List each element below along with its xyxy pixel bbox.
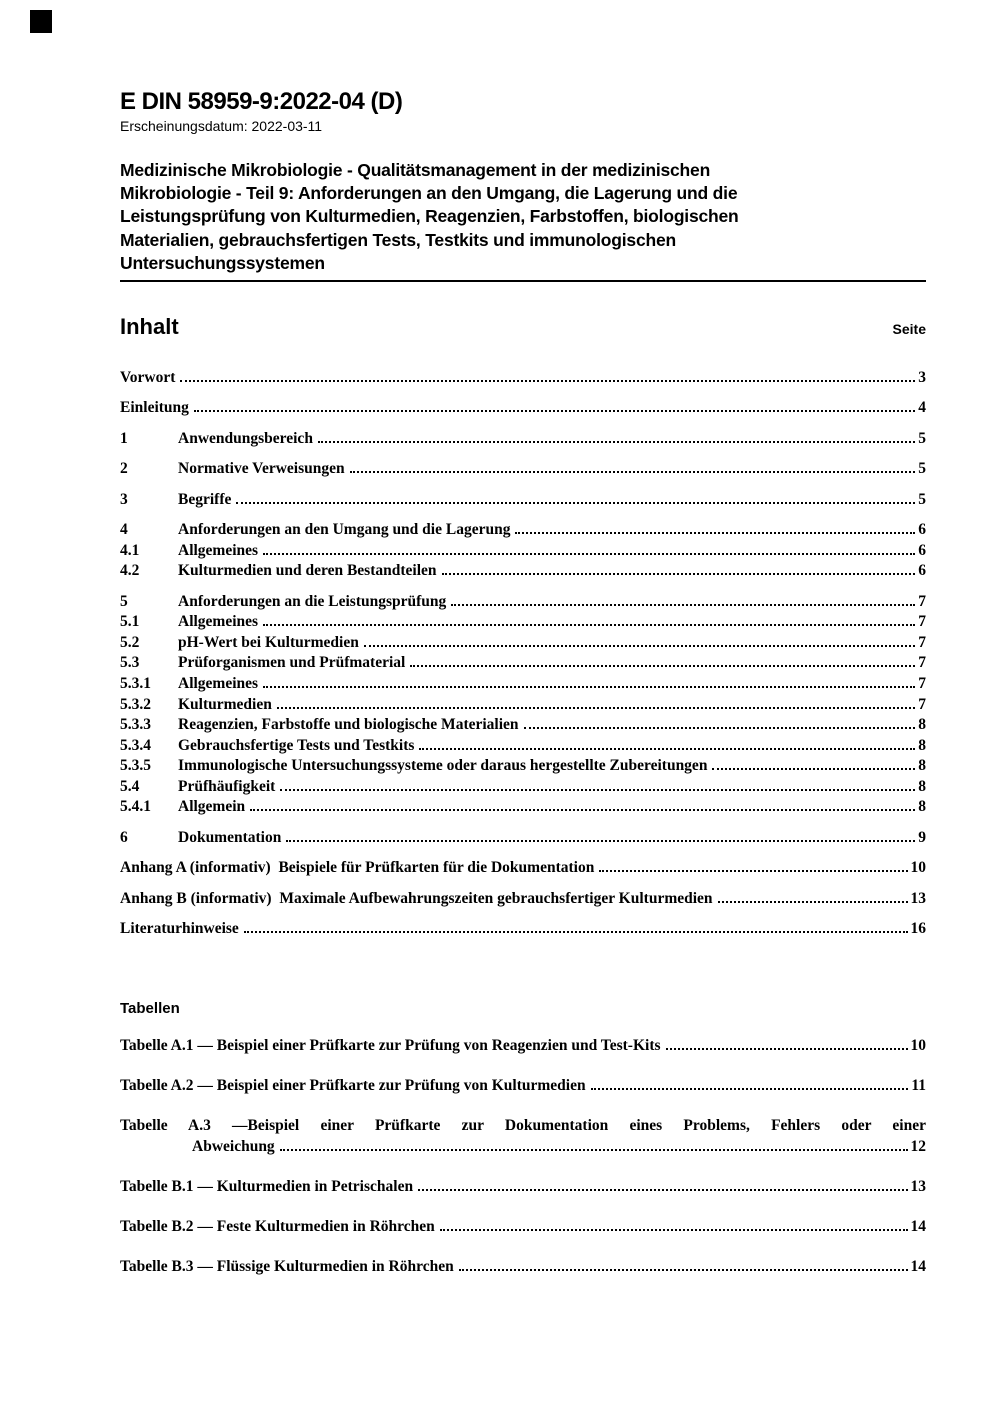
- toc-entry-label: Anhang A (informativ) Beispiele für Prüfkarten für die Dokumentation: [120, 859, 595, 877]
- dot-leader: [364, 645, 915, 647]
- dot-leader: [418, 1189, 907, 1191]
- contents-header: [120, 314, 926, 340]
- toc-entry-label: Kulturmedien und deren Bestandteilen: [178, 562, 437, 580]
- document-title-line: Untersuchungssystemen: [120, 252, 325, 273]
- toc-entry-number: 5.3.2: [120, 695, 151, 713]
- toc-entry-number: 4.1: [120, 541, 140, 559]
- table-entry-b3: [120, 1257, 926, 1278]
- toc-entry-page: 5: [918, 429, 926, 447]
- toc-entry-anhang-a: [120, 858, 926, 879]
- dot-leader: [280, 789, 915, 791]
- document-title: [120, 159, 926, 275]
- document-title-line: Medizinische Mikrobiologie - Qualitätsmanagement in der medizinischen: [120, 160, 711, 180]
- toc-entry-page: 8: [918, 716, 926, 734]
- toc-entry-5-1: [120, 612, 926, 633]
- toc-entry-number: 4: [120, 520, 128, 538]
- toc-entry-page: 4: [918, 399, 926, 417]
- toc-entry-page: 7: [918, 633, 926, 651]
- table-of-contents: [120, 368, 926, 940]
- dot-leader: [280, 1149, 908, 1151]
- toc-entry-5-2: [120, 633, 926, 654]
- table-entry-label: Tabelle A.1 — Beispiel einer Prüfkarte zur Prüfung von Reagenzien und Test-Kits: [120, 1037, 661, 1055]
- toc-entry-5-3-3: [120, 715, 926, 736]
- table-entry-label: Tabelle A.2 — Beispiel einer Prüfkarte zur Prüfung von Kulturmedien: [120, 1077, 586, 1095]
- dot-leader: [666, 1048, 908, 1050]
- toc-entry-number: 5.3.1: [120, 674, 151, 692]
- dot-leader: [286, 840, 915, 842]
- document-number: E DIN 58959-9:2022-04 (D): [120, 88, 403, 115]
- tables-section-heading: Tabellen: [120, 999, 180, 1017]
- toc-entry-number: 5.3.3: [120, 716, 151, 734]
- toc-entry-number: 6: [120, 828, 128, 846]
- table-entry-label-line1: Tabelle A.3 —Beispiel einer Prüfkarte zur Dokumentation eines Problems, Fehlers oder einer: [120, 1117, 926, 1134]
- table-entry-line2: [120, 1137, 926, 1158]
- toc-entry-6: [120, 828, 926, 849]
- table-entry-page: 11: [911, 1077, 926, 1095]
- toc-entry-5: [120, 592, 926, 613]
- toc-entry-number: 5.4.1: [120, 798, 151, 816]
- contents-heading: Inhalt: [120, 314, 179, 340]
- toc-entry-number: 5.2: [120, 633, 140, 651]
- table-entry-page: 10: [910, 1037, 926, 1055]
- toc-entry-4-2: [120, 561, 926, 582]
- dot-leader: [440, 1229, 908, 1231]
- toc-entry-5-4-1: [120, 797, 926, 818]
- toc-entry-page: 5: [918, 490, 926, 508]
- dot-leader: [263, 553, 915, 555]
- dot-leader: [591, 1088, 909, 1090]
- toc-entry-vorwort: [120, 368, 926, 389]
- dot-leader: [459, 1269, 908, 1271]
- toc-entry-label: pH-Wert bei Kulturmedien: [178, 633, 359, 651]
- toc-entry-3: [120, 490, 926, 511]
- toc-entry-5-3-2: [120, 695, 926, 716]
- toc-entry-page: 7: [918, 592, 926, 610]
- toc-entry-page: 8: [918, 757, 926, 775]
- dot-leader: [318, 441, 915, 443]
- toc-entry-5-3-4: [120, 736, 926, 757]
- table-entry-page: 13: [910, 1177, 926, 1195]
- toc-entry-page: 7: [918, 674, 926, 692]
- table-entry-page: 14: [910, 1257, 926, 1275]
- toc-entry-label: Allgemeines: [178, 674, 259, 692]
- table-entry-label: Tabelle B.3 — Flüssige Kulturmedien in Röhrchen: [120, 1257, 454, 1275]
- toc-entry-label: Reagenzien, Farbstoffe und biologische Materialien: [178, 716, 519, 734]
- toc-entry-page: 6: [918, 520, 926, 538]
- toc-entry-number: 5.4: [120, 777, 140, 795]
- toc-entry-number: 5.3.4: [120, 736, 151, 754]
- toc-entry-page: 8: [918, 736, 926, 754]
- toc-entry-number: 5: [120, 592, 128, 610]
- toc-entry-label: Anforderungen an die Leistungsprüfung: [178, 592, 447, 610]
- toc-entry-5-3: [120, 653, 926, 674]
- dot-leader: [250, 809, 915, 811]
- dot-leader: [236, 502, 915, 504]
- toc-entry-label: Vorwort: [120, 369, 176, 387]
- toc-entry-label: Allgemeines: [178, 613, 259, 631]
- table-entry-label: Tabelle B.2 — Feste Kulturmedien in Röhrchen: [120, 1217, 435, 1235]
- toc-entry-anhang-b: [120, 889, 926, 910]
- table-entry-b1: [120, 1177, 926, 1198]
- toc-entry-page: 8: [918, 798, 926, 816]
- dot-leader: [718, 901, 908, 903]
- tables-list: [120, 1036, 926, 1277]
- dot-leader: [277, 707, 915, 709]
- toc-entry-label: Anforderungen an den Umgang und die Lagerung: [178, 520, 511, 538]
- toc-entry-label: Anhang B (informativ) Maximale Aufbewahrungszeiten gebrauchsfertiger Kulturmedien: [120, 889, 713, 907]
- toc-entry-label: Begriffe: [178, 490, 232, 508]
- toc-entry-page: 10: [910, 859, 926, 877]
- toc-entry-page: 5: [918, 460, 926, 478]
- toc-entry-label: Normative Verweisungen: [178, 460, 345, 478]
- toc-entry-label: Dokumentation: [178, 828, 282, 846]
- table-entry-page: 14: [910, 1217, 926, 1235]
- toc-entry-label: Immunologische Untersuchungssysteme oder daraus hergestellte Zubereitungen: [178, 757, 708, 775]
- toc-entry-label: Kulturmedien: [178, 695, 272, 713]
- table-entry-label-line2: Abweichung: [192, 1137, 275, 1155]
- toc-entry-label: Prüfhäufigkeit: [178, 777, 276, 795]
- dot-leader: [410, 665, 915, 667]
- toc-entry-page: 8: [918, 777, 926, 795]
- dot-leader: [442, 573, 916, 575]
- dot-leader: [712, 768, 915, 770]
- document-title-line: Mikrobiologie - Teil 9: Anforderungen an den Umgang, die Lagerung und die: [120, 183, 738, 204]
- toc-entry-number: 5.3: [120, 654, 140, 672]
- toc-entry-literaturhinweise: [120, 919, 926, 940]
- document-title-line: Leistungsprüfung von Kulturmedien, Reagenzien, Farbstoffen, biologischen: [120, 206, 739, 227]
- dot-leader: [515, 532, 915, 534]
- title-divider: [120, 280, 926, 282]
- toc-entry-2: [120, 459, 926, 480]
- toc-entry-4-1: [120, 541, 926, 562]
- page-content: [120, 0, 926, 1277]
- toc-entry-number: 4.2: [120, 562, 140, 580]
- table-entry-a2: [120, 1076, 926, 1097]
- dot-leader: [263, 686, 915, 688]
- toc-entry-page: 6: [918, 562, 926, 580]
- toc-entry-page: 9: [918, 828, 926, 846]
- toc-entry-label: Einleitung: [120, 399, 189, 417]
- toc-entry-page: 7: [918, 613, 926, 631]
- page-column-label: Seite: [892, 321, 926, 338]
- dot-leader: [419, 748, 915, 750]
- dot-leader: [263, 624, 915, 626]
- toc-entry-label: Allgemein: [178, 798, 246, 816]
- dot-leader: [180, 380, 915, 382]
- toc-entry-number: 3: [120, 490, 128, 508]
- table-entry-a1: [120, 1036, 926, 1057]
- toc-entry-5-4: [120, 777, 926, 798]
- toc-entry-5-3-5: [120, 756, 926, 777]
- toc-entry-page: 7: [918, 695, 926, 713]
- publication-date: Erscheinungsdatum: 2022-03-11: [120, 118, 323, 134]
- dot-leader: [451, 604, 915, 606]
- table-entry-b2: [120, 1217, 926, 1238]
- dot-leader: [524, 727, 916, 729]
- document-title-line: Materialien, gebrauchsfertigen Tests, Testkits und immunologischen: [120, 229, 676, 250]
- toc-entry-page: 16: [910, 920, 926, 938]
- dot-leader: [599, 870, 907, 872]
- toc-entry-page: 6: [918, 541, 926, 559]
- toc-entry-page: 13: [910, 889, 926, 907]
- table-entry-page: 12: [910, 1137, 926, 1155]
- toc-entry-page: 7: [918, 654, 926, 672]
- toc-entry-4: [120, 520, 926, 541]
- dot-leader: [350, 471, 916, 473]
- table-entry-label: Tabelle B.1 — Kulturmedien in Petrischalen: [120, 1177, 414, 1195]
- toc-entry-label: Literaturhinweise: [120, 920, 239, 938]
- dot-leader: [194, 410, 915, 412]
- toc-entry-5-3-1: [120, 674, 926, 695]
- toc-entry-label: Anwendungsbereich: [178, 429, 313, 447]
- toc-entry-number: 2: [120, 460, 128, 478]
- toc-entry-einleitung: [120, 398, 926, 419]
- dot-leader: [244, 931, 908, 933]
- toc-entry-label: Gebrauchsfertige Tests und Testkits: [178, 736, 415, 754]
- toc-entry-1: [120, 429, 926, 450]
- toc-entry-label: Prüforganismen und Prüfmaterial: [178, 654, 406, 672]
- toc-entry-number: 1: [120, 429, 128, 447]
- toc-entry-page: 3: [918, 369, 926, 387]
- table-entry-a3: [120, 1116, 926, 1157]
- toc-entry-number: 5.3.5: [120, 757, 151, 775]
- toc-entry-label: Allgemeines: [178, 541, 259, 559]
- toc-entry-number: 5.1: [120, 613, 140, 631]
- scan-corner-mark: [30, 10, 52, 33]
